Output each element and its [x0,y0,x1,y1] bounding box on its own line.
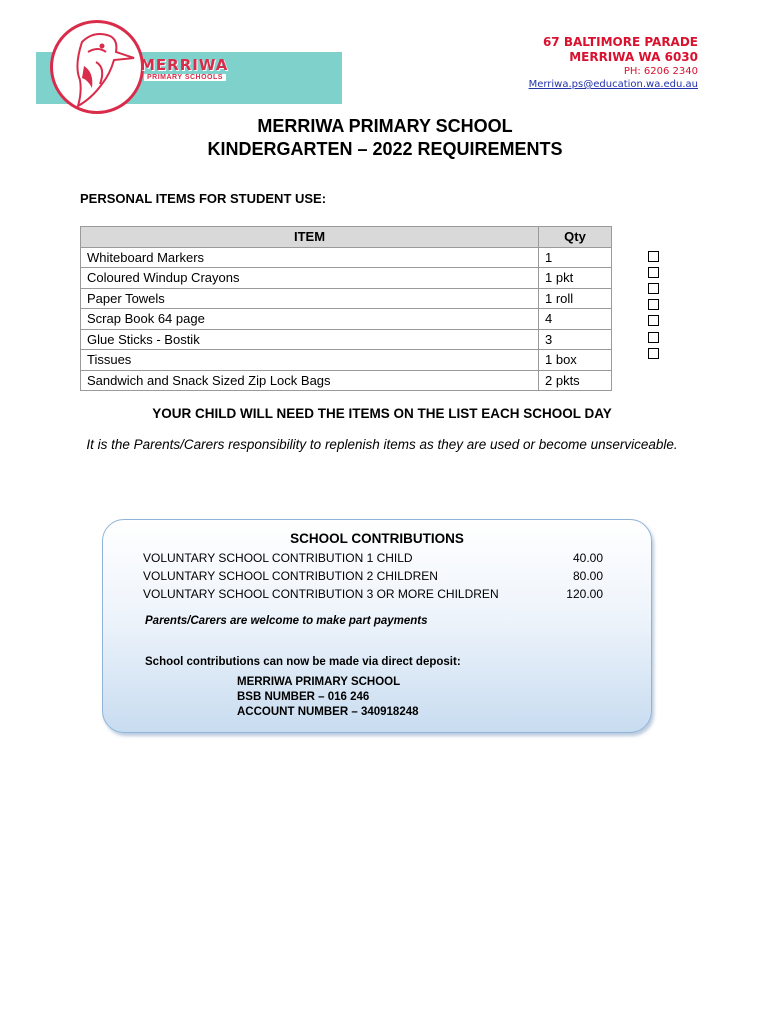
item-name: Tissues [81,350,539,371]
item-checkbox[interactable] [648,315,659,326]
table-row [81,288,612,309]
responsibility-note: It is the Parents/Carers responsibility to replenish items as they are used or become unserviceable. [86,437,678,452]
bank-details [237,675,419,720]
direct-deposit-intro: School contributions can now be made via direct deposit: [145,656,461,668]
contribution-label: VOLUNTARY SCHOOL CONTRIBUTION 2 CHILDREN [143,569,438,583]
table-row [81,370,612,391]
column-header-item: ITEM [81,227,539,248]
page-subtitle: KINDERGARTEN – 2022 REQUIREMENTS [207,139,563,159]
table-header-row [81,227,612,248]
kookaburra-icon [52,22,144,112]
account-number: ACCOUNT NUMBER – 340918248 [237,706,419,718]
daily-items-notice: YOUR CHILD WILL NEED THE ITEMS ON THE LIST EACH SCHOOL DAY [152,406,612,421]
item-checkbox[interactable] [648,332,659,343]
email-link[interactable]: Merriwa.ps@education.wa.edu.au [528,79,698,90]
account-name: MERRIWA PRIMARY SCHOOL [237,676,401,688]
item-qty: 1 roll [539,288,612,309]
address-street: 67 BALTIMORE PARADE [542,35,698,49]
item-qty: 1 pkt [539,268,612,289]
contribution-label: VOLUNTARY SCHOOL CONTRIBUTION 3 OR MORE CHILDREN [143,587,499,601]
table-row [81,309,612,330]
page-title: MERRIWA PRIMARY SCHOOL [257,116,513,136]
item-checkbox[interactable] [648,251,659,262]
contributions-panel [102,519,652,733]
contribution-amount: 80.00 [572,569,603,583]
item-qty: 3 [539,329,612,350]
table-row [81,329,612,350]
address-suburb: MERRIWA WA 6030 [569,50,698,64]
item-name: Whiteboard Markers [81,247,539,268]
item-checkbox[interactable] [648,283,659,294]
personal-items-heading: PERSONAL ITEMS FOR STUDENT USE: [80,191,327,206]
item-name: Scrap Book 64 page [81,309,539,330]
checkbox-column [648,246,659,364]
item-checkbox[interactable] [648,267,659,278]
bsb-number: BSB NUMBER – 016 246 [237,691,370,703]
school-logo [36,20,346,112]
item-qty: 1 box [539,350,612,371]
requirements-table [80,226,612,391]
table-row [81,350,612,371]
contribution-label: VOLUNTARY SCHOOL CONTRIBUTION 1 CHILD [143,551,413,565]
item-checkbox[interactable] [648,299,659,310]
item-checkbox[interactable] [648,348,659,359]
school-address [529,35,698,91]
item-name: Sandwich and Snack Sized Zip Lock Bags [81,370,539,391]
item-name: Coloured Windup Crayons [81,268,539,289]
logo-subtitle: PRIMARY SCHOOLS [144,74,226,81]
column-header-qty: Qty [539,227,612,248]
table-row [81,268,612,289]
item-name: Glue Sticks - Bostik [81,329,539,350]
part-payments-note: Parents/Carers are welcome to make part payments [145,615,428,627]
logo-name: MERRIWA [140,56,229,74]
contribution-amount: 120.00 [566,587,603,601]
item-qty: 1 [539,247,612,268]
item-qty: 2 pkts [539,370,612,391]
item-name: Paper Towels [81,288,539,309]
contribution-amount: 40.00 [572,551,603,565]
table-row [81,247,612,268]
contributions-title: SCHOOL CONTRIBUTIONS [290,531,464,546]
address-phone: PH: 6206 2340 [623,66,698,77]
item-qty: 4 [539,309,612,330]
